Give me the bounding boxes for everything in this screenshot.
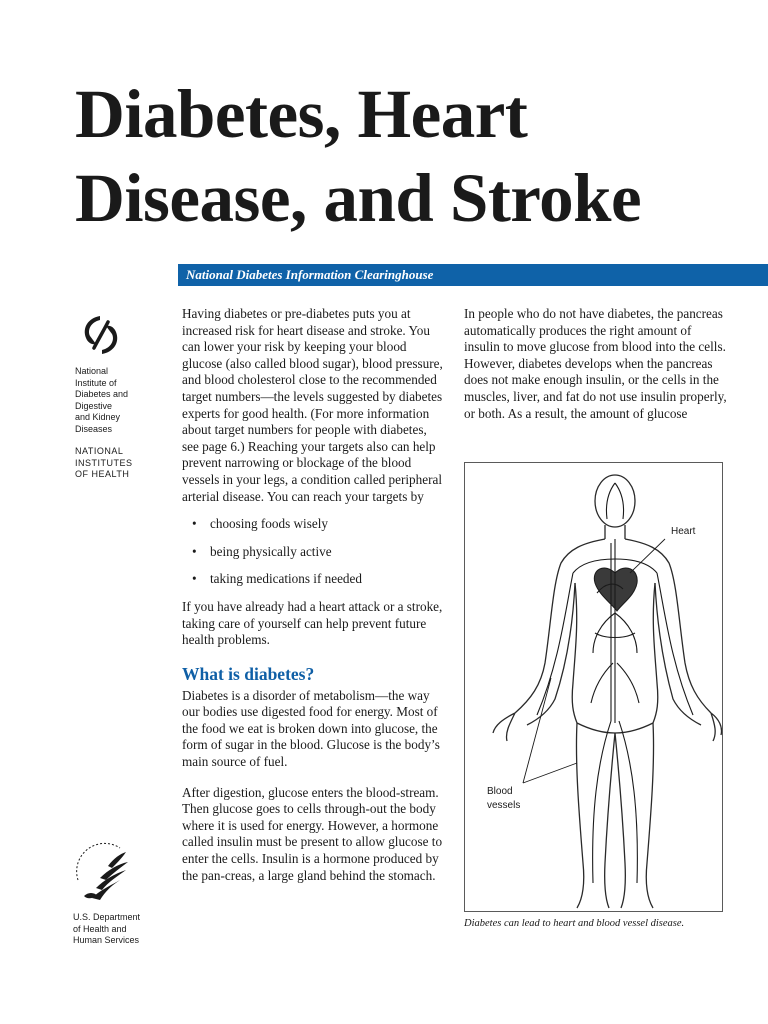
hhs-line: Human Services — [73, 935, 140, 945]
hhs-name — [73, 912, 168, 947]
main-column-left — [182, 306, 444, 884]
circulatory-figure — [464, 462, 723, 912]
org-line: Institute of — [75, 377, 117, 388]
hhs-line: U.S. Department — [73, 912, 141, 922]
intro-paragraph: Having diabetes or pre-diabetes puts you at increased risk for heart disease and stroke. You can lower your risk by keeping your blood glucose (also called blood sugar), blood pressure, and blood cholesterol close to the recommended target numbers—the levels suggested by diabetes experts for good health. (For more information about target numbers for people with diabetes, see page 6.) Reaching your targets also can help prevent narrowing or blockage of the blood vessels in your legs, a condition called peripheral arterial disease. You can reach your targets by — [182, 306, 443, 504]
insulin-paragraph: In people who do not have diabetes, the pancreas automatically produces the right amount of insulin to move glucose from blood into the cells. However, diabetes develops when the pancreas does not make enough insulin, or the cells in the muscles, liver, and fat do not use insulin properly, or both. As a result, the amount of glucose — [464, 306, 727, 421]
target-list — [182, 516, 444, 588]
hhs-line: of Health and — [73, 923, 127, 934]
diabetes-paragraph-1: Diabetes is a disorder of metabolism—the way our bodies use digested food for energy. Most of the food we eat is broken down into glucose, the form of sugar in the blood. Glucose is the body’s main source of fuel. — [182, 687, 440, 770]
org-line: and Kidney — [75, 412, 121, 422]
list-item: • choosing foods wisely — [182, 516, 444, 533]
niddk-name — [75, 366, 170, 435]
nih-line: NATIONAL — [75, 446, 124, 456]
org-line: National — [75, 366, 109, 376]
nih-line: INSTITUTES — [75, 457, 133, 468]
heart-label: Heart — [671, 526, 696, 537]
org-line: Diabetes and — [75, 389, 129, 399]
figure-caption: Diabetes can lead to heart and blood vessel disease. — [464, 918, 685, 929]
after-bullets-paragraph: If you have already had a heart attack or a stroke, taking care of yourself can help prevent future health problems. — [182, 598, 443, 648]
blood-vessels-label-line-2: vessels — [487, 800, 521, 811]
section-heading: What is diabetes? — [182, 663, 315, 684]
org-line: Diseases — [75, 423, 113, 434]
nih-line: OF HEALTH — [75, 469, 130, 479]
page-title — [75, 72, 755, 240]
diabetes-paragraph-2: After digestion, glucose enters the blood-stream. Then glucose goes to cells through-out the body where it is used for energy. However, a hormone called insulin must be present to allow glucose to enter the cells. Insulin is a hormone produced by the pan-creas, a large gland behind the stomach. — [182, 784, 443, 883]
hhs-eagle-logo-icon — [70, 840, 140, 910]
org-line: Digestive — [75, 400, 113, 411]
nih-name — [75, 446, 170, 481]
list-item: • being physically active — [182, 544, 444, 561]
niddk-logo-icon — [78, 312, 124, 358]
main-column-right — [464, 306, 728, 422]
blood-vessels-label-line-1: Blood — [487, 786, 513, 797]
list-item: • taking medications if needed — [182, 571, 444, 588]
clearinghouse-banner: National Diabetes Information Clearinghouse — [178, 264, 768, 286]
title-line-1: Diabetes, Heart — [75, 76, 528, 152]
title-line-2: Disease, and Stroke — [75, 160, 642, 236]
